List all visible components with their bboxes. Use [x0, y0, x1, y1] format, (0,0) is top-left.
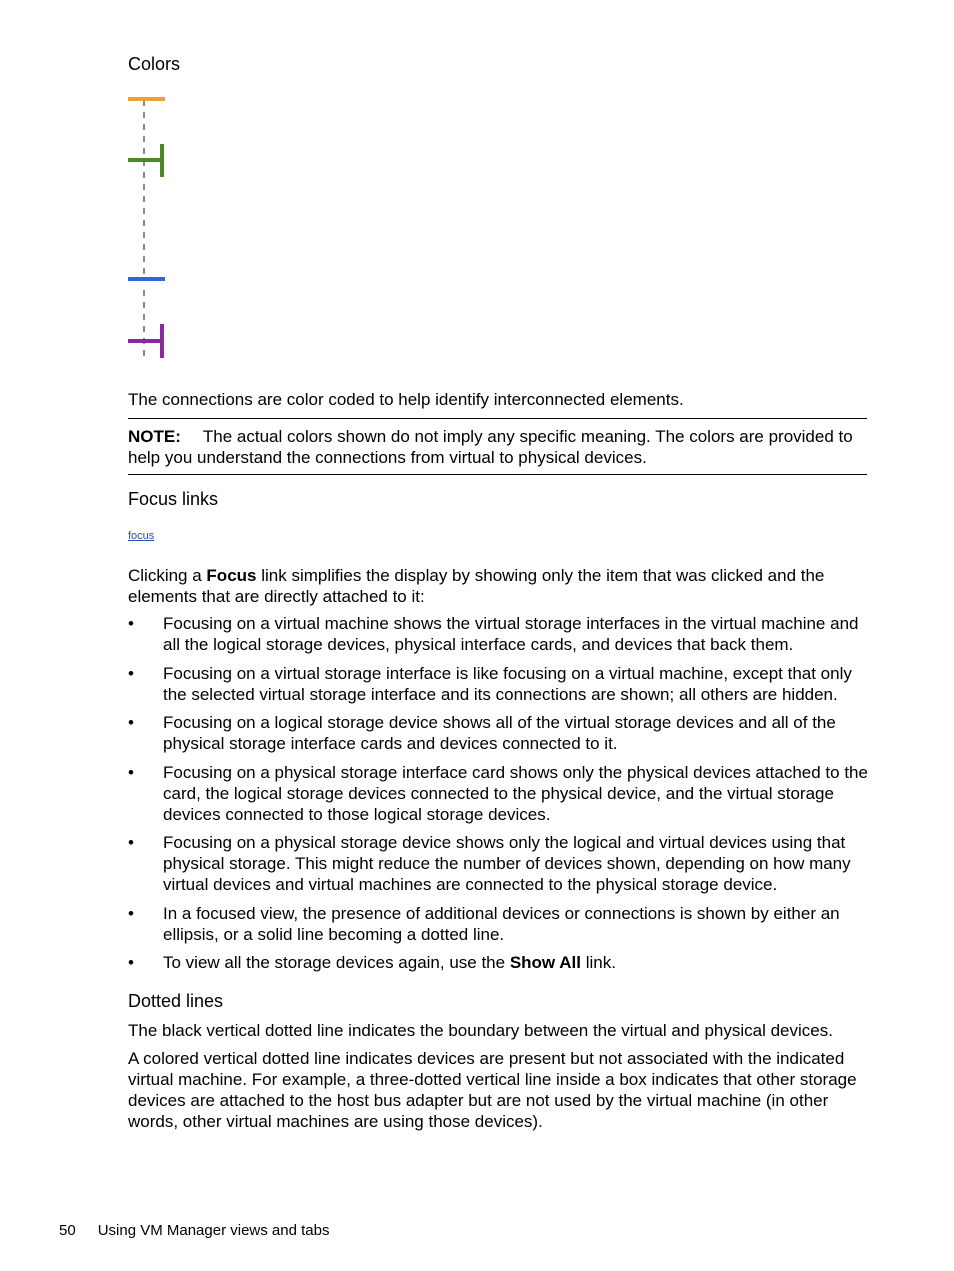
colors-heading: Colors [128, 54, 181, 74]
list-item-text: Focusing on a physical storage interface card shows only the physical devices attached to the card, the logical storage devices connected to the physical device, and the virtual storage devices connected to those logical storage devices. [163, 762, 868, 824]
note-bottom-rule [128, 474, 867, 475]
focus-intro [128, 565, 868, 607]
note-text: The actual colors shown do not imply any specific meaning. The colors are provided to help you understand the connections from virtual to physical devices. [128, 427, 853, 467]
bullet-glyph: • [128, 713, 134, 732]
list-item [128, 952, 870, 973]
note [128, 426, 866, 468]
note-label: NOTE: [128, 427, 181, 446]
list-item-text: Focusing on a virtual machine shows the virtual storage interfaces in the virtual machine and all the logical storage devices, physical interface cards, and devices that back them. [163, 614, 859, 654]
bullet-glyph: • [128, 953, 134, 972]
bullet-glyph: • [128, 663, 134, 683]
focus-links-heading: Focus links [128, 489, 219, 509]
show-all-keyword: Show All [509, 953, 581, 972]
bullet-glyph: • [128, 614, 134, 633]
focus-bullet-list [128, 613, 870, 981]
note-top-rule [128, 418, 867, 419]
list-item-text: link. [580, 953, 616, 972]
dotted-lines-paragraph-1: The black vertical dotted line indicates the boundary between the virtual and physical devices. [128, 1021, 833, 1040]
focus-link[interactable]: focus [128, 530, 155, 542]
focus-intro-text: Clicking a [128, 566, 207, 585]
list-item-text: Focusing on a virtual storage interface is like focusing on a virtual machine, except that only the selected virtual storage interface and its connections are shown; all others are hidden. [163, 663, 852, 704]
bullet-glyph: • [128, 903, 134, 923]
list-item [128, 613, 870, 655]
page-number: 50 [59, 1222, 76, 1239]
list-item-text: Focusing on a logical storage device shows all of the virtual storage devices and all of the physical storage interface cards and devices connected to it. [163, 713, 836, 753]
focus-intro-text: link simplifies the display by showing only the item that was clicked and the elements that are directly attached to it: [128, 566, 825, 606]
bullet-glyph: • [128, 762, 134, 782]
colors-description: The connections are color coded to help identify interconnected elements. [128, 390, 684, 409]
list-item [128, 832, 870, 895]
dotted-lines-heading: Dotted lines [128, 991, 224, 1011]
bullet-glyph: • [128, 833, 134, 852]
list-item [128, 663, 870, 705]
list-item [128, 903, 870, 945]
connector-color-legend [120, 90, 180, 370]
list-item [128, 762, 870, 825]
list-item-text: Focusing on a physical storage device shows only the logical and virtual devices using that physical storage. This might reduce the number of devices shown, depending on how many virtual devices and virtual machines are connected to the physical storage device. [163, 833, 851, 894]
page-footer [59, 1222, 329, 1239]
list-item-text: To view all the storage devices again, use the [163, 953, 510, 972]
list-item [128, 712, 870, 754]
focus-keyword: Focus [206, 566, 257, 585]
footer-title: Using VM Manager views and tabs [97, 1222, 330, 1239]
list-item-text: In a focused view, the presence of additional devices or connections is shown by either an ellipsis, or a solid line becoming a dotted line. [163, 903, 840, 944]
dotted-lines-paragraph-2: A colored vertical dotted line indicates devices are present but not associated with the indicated virtual machine. For example, a three-dotted vertical line inside a box indicates that other storage devices are attached to the host bus adapter but are not used by the virtual machine (in other words, other virtual machines are using those devices). [128, 1049, 857, 1131]
